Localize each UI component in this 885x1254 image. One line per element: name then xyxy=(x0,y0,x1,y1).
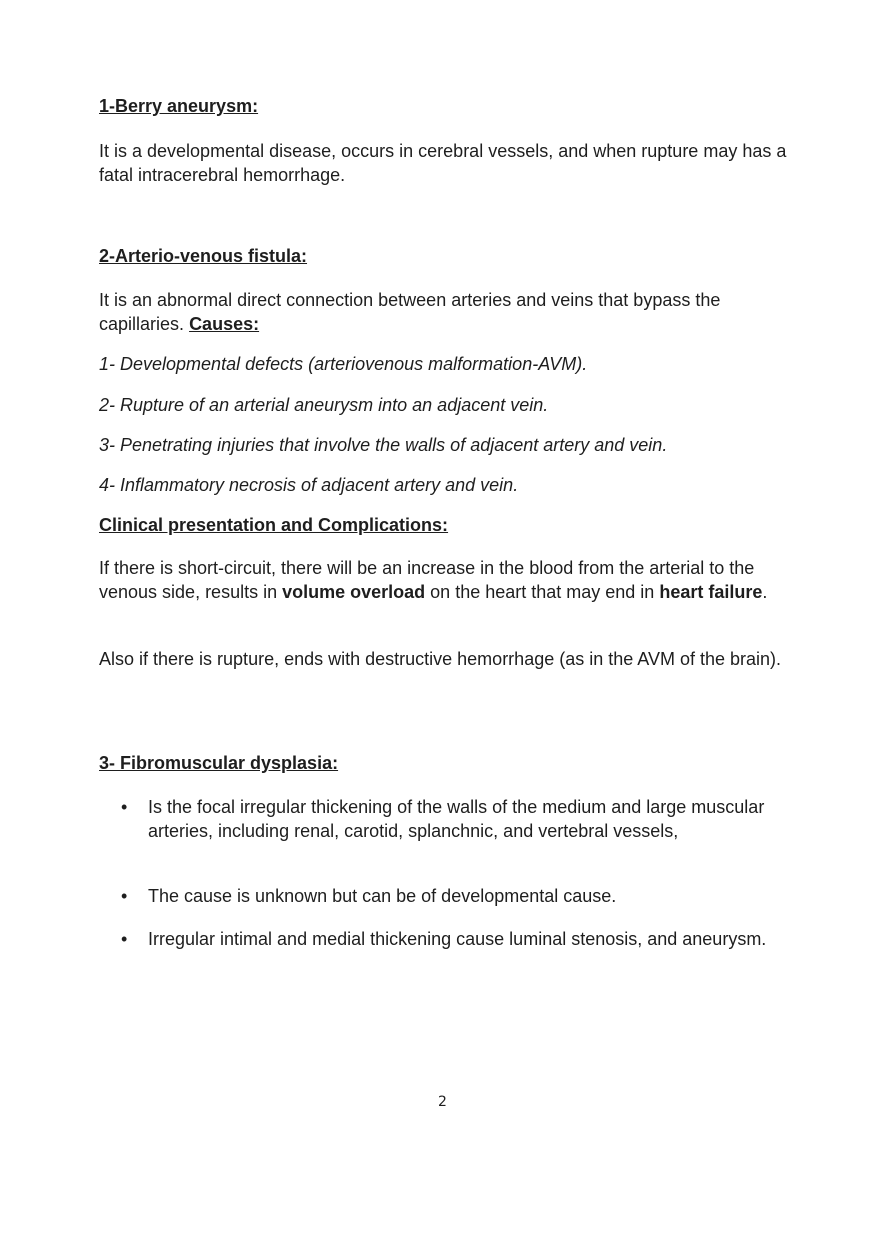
heart-failure-text: heart failure xyxy=(659,582,763,602)
cause-item-4: 4- Inflammatory necrosis of adjacent artery and vein. xyxy=(99,475,519,495)
fibromuscular-bullet-1 xyxy=(121,795,771,843)
clinical-p1-period: . xyxy=(762,582,768,602)
berry-aneurysm-text: It is a developmental disease, occurs in cerebral vessels, and when rupture may has a fatal intracerebral hemorrhage. xyxy=(99,141,787,185)
av-fistula-intro-text: It is an abnormal direct connection between arteries and veins that bypass the capillaries. xyxy=(99,290,721,334)
av-fistula-heading: 2-Arterio-venous fistula: xyxy=(99,246,308,266)
clinical-heading: Clinical presentation and Complications: xyxy=(99,515,449,535)
fibromuscular-heading: 3- Fibromuscular dysplasia: xyxy=(99,753,339,773)
clinical-p1-part2: on the heart that may end in xyxy=(430,582,655,602)
bullet-text: The cause is unknown but can be of developmental cause. xyxy=(148,886,617,906)
bullet-text: Is the focal irregular thickening of the walls of the medium and large muscular arteries, including renal, carotid, splanchnic, and vertebral vessels, xyxy=(148,797,765,841)
bullet-dot: • xyxy=(121,797,128,817)
volume-overload-text: volume overload xyxy=(282,582,426,602)
clinical-p1-part1: If there is short-circuit, there will be an increase in the blood from the arterial to the venous side, results in xyxy=(99,558,755,602)
fibromuscular-bullet-3 xyxy=(121,927,771,951)
causes-label: Causes: xyxy=(189,314,260,334)
page-number: 2 xyxy=(438,1094,447,1110)
cause-item-3: 3- Penetrating injuries that involve the walls of adjacent artery and vein. xyxy=(99,435,668,455)
bullet-text: Irregular intimal and medial thickening cause luminal stenosis, and aneurysm. xyxy=(148,929,767,949)
cause-item-1: 1- Developmental defects (arteriovenous malformation-AVM). xyxy=(99,354,588,374)
bullet-dot: • xyxy=(121,929,128,949)
av-fistula-intro xyxy=(99,288,799,336)
clinical-paragraph-1 xyxy=(99,556,799,604)
berry-aneurysm-heading: 1-Berry aneurysm: xyxy=(99,96,259,116)
fibromuscular-bullet-2 xyxy=(121,884,771,908)
cause-item-2: 2- Rupture of an arterial aneurysm into an adjacent vein. xyxy=(99,395,549,415)
bullet-dot: • xyxy=(121,886,128,906)
clinical-paragraph-2: Also if there is rupture, ends with destructive hemorrhage (as in the AVM of the brain). xyxy=(99,649,781,669)
